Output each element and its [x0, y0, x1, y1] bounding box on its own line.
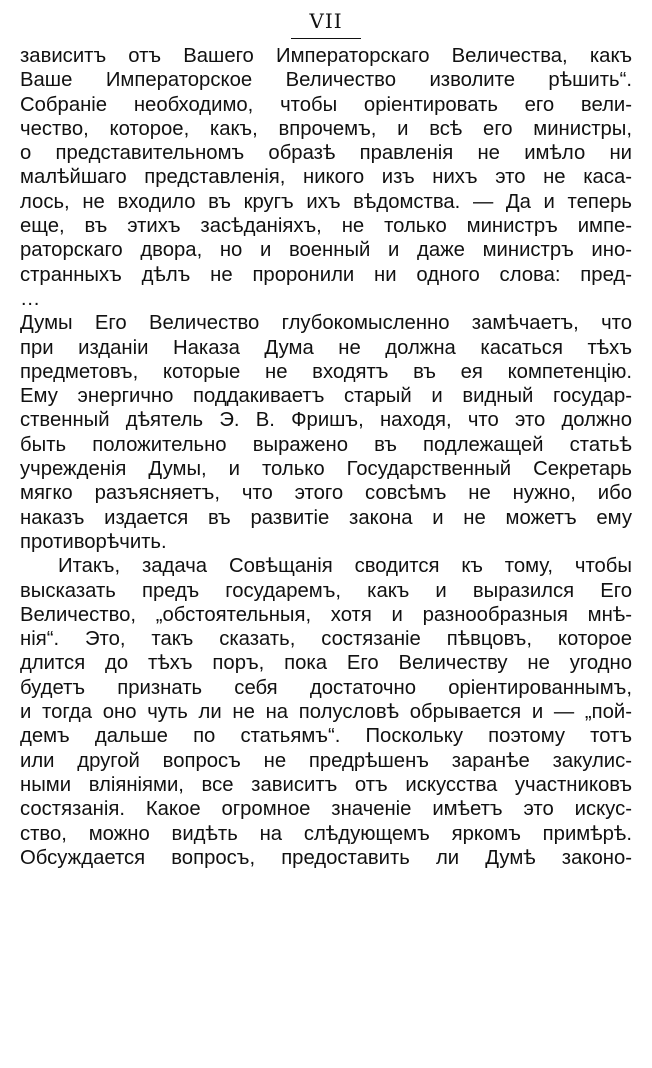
text-line: Собраніе необходимо, чтобы оріентировать его вели- [20, 93, 632, 116]
text-line: ными вліяніями, все зависитъ отъ искусства участниковъ [20, 773, 632, 796]
text-line: странныхъ дѣлъ не проронили ни одного слова: пред- [20, 263, 632, 286]
header-rule [291, 38, 361, 39]
text-line: нія“. Это, такъ сказать, состязаніе пѣвцовъ, которое [20, 628, 632, 651]
text-line: мягко разъясняетъ, что этого совсѣмъ не нужно, ибо [20, 482, 632, 505]
text-line: еще, въ этихъ засѣданіяхъ, не только министръ импе- [20, 215, 632, 238]
page-header [20, 8, 632, 42]
text-line: раторскаго двора, но и военный и даже министръ ино- [20, 239, 632, 262]
text-line: Обсуждается вопросъ, предоставить ли Думѣ законо- [20, 846, 632, 869]
text-line: Думы Его Величество глубокомысленно замѣчаетъ, что [20, 312, 632, 335]
text-line: Итакъ, задача Совѣщанія сводится къ тому, чтобы [58, 555, 632, 578]
text-line: наказъ издается въ развитіе закона и не можетъ ему [20, 506, 632, 529]
text-line: высказать предъ государемъ, какъ и выразился Его [20, 579, 632, 602]
text-line: Ваше Императорское Величество изволите рѣшить“. [20, 69, 632, 92]
text-line: демъ дальше по статьямъ“. Поскольку поэтому тотъ [20, 725, 632, 748]
text-line: чество, которое, какъ, впрочемъ, и всѣ его министры, [20, 117, 632, 140]
text-line: противорѣчить. [20, 530, 167, 553]
paragraph-first [20, 44, 632, 554]
text-line: о представительномъ образѣ правленія не имѣло ни [20, 142, 632, 165]
text-line: предметовъ, которые не входятъ въ ея компетенцію. [20, 360, 632, 383]
text-line: быть положительно выражено въ подлежащей статьѣ [20, 433, 632, 456]
text-line: или другой вопросъ не предрѣшенъ заранѣе закулис- [20, 749, 632, 772]
text-line: Ему энергично поддакиваетъ старый и видный государ- [20, 385, 632, 408]
text-line: длится до тѣхъ поръ, пока Его Величеству не угодно [20, 652, 632, 675]
text-line: и тогда оно чуть ли не на полусловѣ обрывается и — „пой- [20, 701, 632, 724]
page-number: VII [309, 9, 343, 33]
text-line: Величество, „обстоятельныя, хотя и разнообразныя мнѣ- [20, 603, 632, 626]
text-line: лось, не входило въ кругъ ихъ вѣдомства. — Да и теперь [20, 190, 632, 213]
text-line: ство, можно видѣть на слѣдующемъ яркомъ примѣрѣ. [20, 822, 632, 845]
paragraph-second [20, 554, 632, 870]
text-line: малѣйшаго представленія, никого изъ нихъ это не каса- [20, 166, 632, 189]
text-line: будетъ признать себя достаточно оріентированнымъ, [20, 676, 632, 699]
text-line: состязанія. Какое огромное значеніе имѣетъ это искус- [20, 798, 632, 821]
text-line: зависитъ отъ Вашего Императорскаго Величества, какъ [20, 45, 632, 67]
text-line: … [20, 287, 41, 310]
text-line: при изданіи Наказа Дума не должна касаться тѣхъ [20, 336, 632, 359]
text-line: учрежденія Думы, и только Государственный Секретарь [20, 458, 632, 481]
text-line: ственный дѣятель Э. В. Фришъ, находя, что это должно [20, 409, 632, 432]
